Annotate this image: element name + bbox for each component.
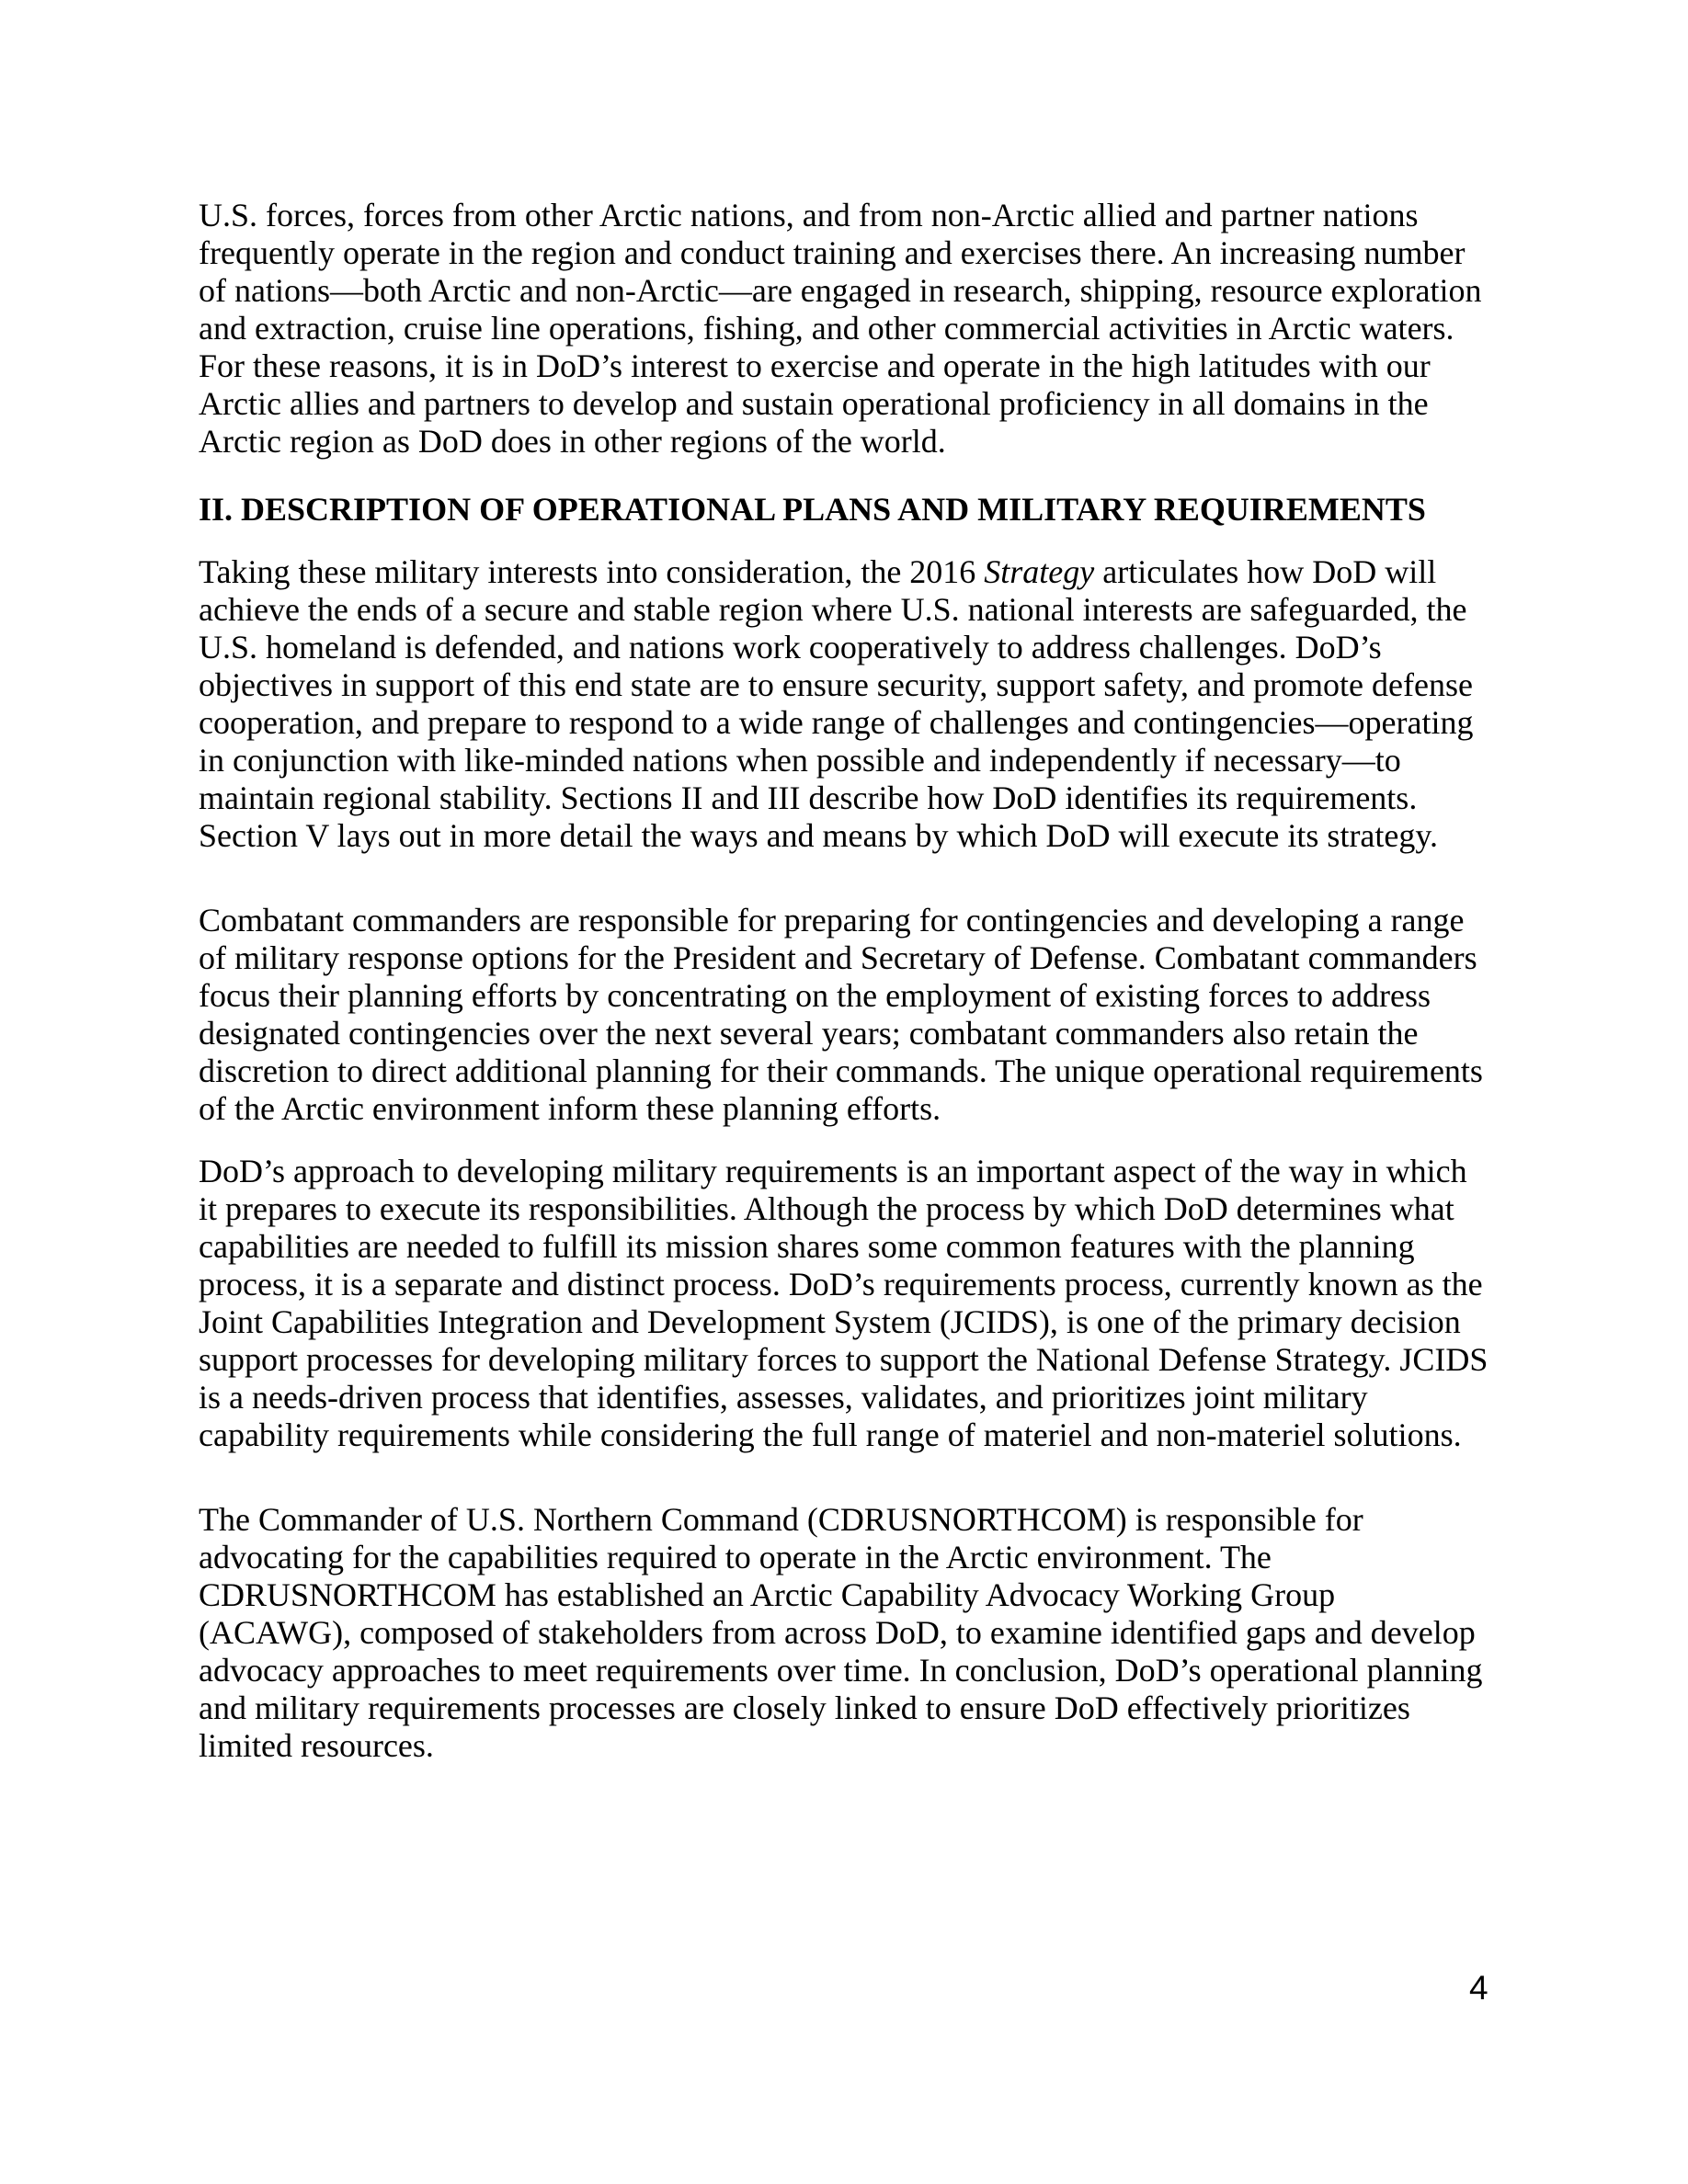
paragraph-combatant-commanders: Combatant commanders are responsible for preparing for contingencies and developing a range of military response options for the President and Secretary of Defense. Combatant commanders focus their planning efforts by concentrating on the employment of existing forces to address designated contingencies over the next several years; combatant commanders also retain the discretion to direct additional planning for their commands. The unique operational requirements of the Arctic environment inform these planning efforts. bbox=[199, 902, 1483, 1127]
paragraph-us-forces: U.S. forces, forces from other Arctic nations, and from non-Arctic allied and partner nations frequently operate in the region and conduct training and exercises there. An increasing number of nations—both Arctic and non-Arctic—are engaged in research, shipping, resource exploration and extraction, cruise line operations, fishing, and other commercial activities in Arctic waters. For these reasons, it is in DoD’s interest to exercise and operate in the high latitudes with our Arctic allies and partners to develop and sustain operational proficiency in all domains in the Arctic region as DoD does in other regions of the world. bbox=[199, 197, 1482, 460]
paragraph-strategy-post: articulates how DoD will achieve the ends of a secure and stable region where U.S. national interests are safeguarded, the U.S. homeland is defended, and nations work cooperatively to address challenges. DoD’s objectives in support of this end state are to ensure security, support safety, and promote defense cooperation, and prepare to respond to a wide range of challenges and contingencies—operating in conjunction with like-minded nations when possible and independently if necessary—to maintain regional stability. Sections II and III describe how DoD identifies its requirements. Section V lays out in more detail the ways and means by which DoD will execute its strategy. bbox=[199, 553, 1474, 854]
paragraph-strategy bbox=[199, 553, 1489, 855]
page-content bbox=[199, 0, 1489, 1765]
paragraph-jcids-requirements: DoD’s approach to developing military requirements is an important aspect of the way in which it prepares to execute its responsibilities. Although the process by which DoD determines what capabilities are needed to fulfill its mission shares some common features with the planning process, it is a separate and distinct process. DoD’s requirements process, currently known as the Joint Capabilities Integration and Development System (JCIDS), is one of the primary decision support processes for developing military forces to support the National Defense Strategy. JCIDS is a needs-driven process that identifies, assesses, validates, and prioritizes joint military capability requirements while considering the full range of materiel and non-materiel solutions. bbox=[199, 1153, 1488, 1453]
strategy-italic-term: Strategy bbox=[984, 553, 1095, 590]
paragraph-strategy-pre: Taking these military interests into consideration, the 2016 bbox=[199, 553, 985, 590]
page-number: 4 bbox=[1469, 1969, 1488, 2007]
paragraph-northcom-acawg: The Commander of U.S. Northern Command (CDRUSNORTHCOM) is responsible for advocating for the capabilities required to operate in the Arctic environment. The CDRUSNORTHCOM has established an Arctic Capability Advocacy Working Group (ACAWG), composed of stakeholders from across DoD, to examine identified gaps and develop advocacy approaches to meet requirements over time. In conclusion, DoD’s operational planning and military requirements processes are closely linked to ensure DoD effectively prioritizes limited resources. bbox=[199, 1501, 1483, 1764]
section-heading: II. DESCRIPTION OF OPERATIONAL PLANS AND MILITARY REQUIREMENTS bbox=[199, 491, 1426, 528]
